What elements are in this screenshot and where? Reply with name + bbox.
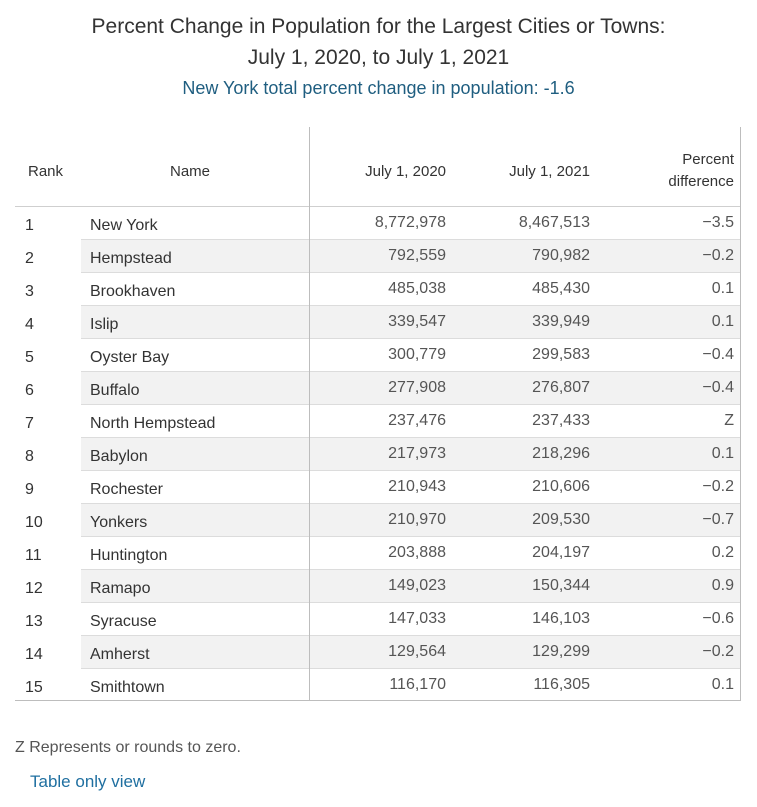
cell-rank: 2 <box>25 250 34 267</box>
cell-percent-difference: −3.5 <box>702 214 734 231</box>
cell-name: North Hempstead <box>90 415 216 432</box>
cell-july-2021: 116,305 <box>533 676 590 693</box>
cell-rank: 7 <box>25 415 34 432</box>
table-row <box>15 273 741 306</box>
cell-rank: 8 <box>25 448 34 465</box>
cell-name: Hempstead <box>90 250 172 267</box>
cell-name: New York <box>90 217 158 234</box>
cell-rank: 9 <box>25 481 34 498</box>
table-row <box>15 570 741 603</box>
cell-percent-difference: 0.2 <box>711 544 734 561</box>
cell-percent-difference: −0.2 <box>702 643 734 660</box>
chart-title-line-2: July 1, 2020, to July 1, 2021 <box>247 46 510 69</box>
cell-name: Brookhaven <box>90 283 176 300</box>
cell-name: Amherst <box>90 646 150 663</box>
cell-name: Huntington <box>90 547 168 564</box>
row-shading-values <box>310 537 740 570</box>
cell-rank: 3 <box>25 283 34 300</box>
row-shading-values <box>310 240 740 273</box>
cell-name: Babylon <box>90 448 148 465</box>
row-shading-values <box>310 504 740 537</box>
cell-july-2020: 149,023 <box>388 577 446 594</box>
cell-percent-difference: 0.1 <box>711 445 734 462</box>
cell-name: Islip <box>90 316 119 333</box>
cell-rank: 11 <box>25 547 42 564</box>
table-row <box>15 339 741 372</box>
cell-percent-difference: −0.4 <box>702 379 734 396</box>
cell-name: Smithtown <box>90 679 165 696</box>
cell-percent-difference: −0.2 <box>702 247 734 264</box>
column-header-july-2021[interactable]: July 1, 2021 <box>509 163 590 180</box>
column-divider-values <box>309 127 310 701</box>
cell-july-2020: 8,772,978 <box>374 214 446 231</box>
cell-name: Buffalo <box>90 382 140 399</box>
cell-percent-difference: 0.1 <box>711 313 734 330</box>
row-shading-values <box>310 636 740 669</box>
cell-rank: 15 <box>25 679 43 696</box>
cell-july-2021: 299,583 <box>532 346 590 363</box>
row-shading-values <box>310 405 740 438</box>
cell-percent-difference: −0.4 <box>702 346 734 363</box>
cell-july-2020: 210,943 <box>388 478 446 495</box>
cell-july-2021: 8,467,513 <box>518 214 590 231</box>
cell-july-2020: 300,779 <box>388 346 446 363</box>
cell-rank: 6 <box>25 382 34 399</box>
footnote: Z Represents or rounds to zero. <box>15 739 241 756</box>
column-header-percent-line: Percent <box>682 151 734 168</box>
cell-july-2020: 147,033 <box>388 610 446 627</box>
cell-name: Oyster Bay <box>90 349 170 366</box>
cell-name: Yonkers <box>90 514 148 531</box>
table-row <box>15 669 741 702</box>
table-row <box>15 372 741 405</box>
cell-july-2021: 339,949 <box>532 313 590 330</box>
cell-july-2020: 116,170 <box>389 676 446 693</box>
cell-july-2021: 129,299 <box>532 643 590 660</box>
cell-july-2021: 237,433 <box>532 412 590 429</box>
cell-percent-difference: −0.6 <box>702 610 734 627</box>
chart-subtitle: New York total percent change in population: -1.6 <box>182 78 575 98</box>
table-row <box>15 306 741 339</box>
table-row <box>15 471 741 504</box>
cell-percent-difference: −0.7 <box>702 511 734 528</box>
cell-rank: 4 <box>25 316 34 333</box>
table-bottom-border <box>15 700 741 701</box>
cell-july-2021: 790,982 <box>532 247 590 264</box>
table-row <box>15 636 741 669</box>
row-shading-values <box>310 306 740 339</box>
population-table <box>15 127 741 701</box>
table-right-border <box>740 127 741 701</box>
cell-july-2020: 339,547 <box>388 313 446 330</box>
column-header-july-2020[interactable]: July 1, 2020 <box>365 163 446 180</box>
cell-rank: 5 <box>25 349 34 366</box>
cell-name: Syracuse <box>90 613 157 630</box>
column-header-name[interactable]: Name <box>170 163 211 180</box>
column-header-difference-line: difference <box>668 173 734 190</box>
column-header-rank[interactable]: Rank <box>28 163 64 180</box>
row-shading-values <box>310 603 740 636</box>
row-shading-values <box>310 273 740 306</box>
table-only-view-link[interactable]: Table only view <box>30 772 146 791</box>
cell-july-2020: 237,476 <box>388 412 446 429</box>
cell-name: Ramapo <box>90 580 151 597</box>
table-row <box>15 405 741 438</box>
cell-july-2020: 217,973 <box>388 445 446 462</box>
cell-rank: 12 <box>25 580 43 597</box>
cell-july-2020: 129,564 <box>388 643 446 660</box>
column-header-percent-difference[interactable] <box>614 149 734 193</box>
cell-july-2021: 209,530 <box>532 511 590 528</box>
table-row <box>15 537 741 570</box>
row-shading-values <box>310 339 740 372</box>
row-shading-values <box>310 669 740 702</box>
cell-july-2020: 277,908 <box>388 379 446 396</box>
table-row <box>15 207 741 240</box>
cell-july-2020: 485,038 <box>388 280 446 297</box>
table-row <box>15 504 741 537</box>
cell-rank: 1 <box>25 217 34 234</box>
cell-percent-difference: 0.1 <box>711 280 734 297</box>
cell-july-2021: 485,430 <box>532 280 590 297</box>
cell-percent-difference: −0.2 <box>702 478 734 495</box>
cell-rank: 10 <box>25 514 43 531</box>
cell-july-2021: 218,296 <box>532 445 590 462</box>
cell-percent-difference: Z <box>724 412 734 429</box>
cell-july-2021: 150,344 <box>532 577 590 594</box>
cell-rank: 13 <box>25 613 43 630</box>
cell-name: Rochester <box>90 481 163 498</box>
row-shading-values <box>310 438 740 471</box>
cell-percent-difference: 0.9 <box>711 577 734 594</box>
cell-rank: 14 <box>25 646 43 663</box>
row-shading-values <box>310 471 740 504</box>
chart-title-line-1: Percent Change in Population for the Largest Cities or Towns: <box>91 15 666 38</box>
cell-july-2020: 792,559 <box>388 247 446 264</box>
table-row <box>15 240 741 273</box>
cell-july-2020: 210,970 <box>388 511 446 528</box>
row-shading-values <box>310 570 740 603</box>
cell-july-2021: 276,807 <box>532 379 590 396</box>
cell-july-2020: 203,888 <box>388 544 446 561</box>
table-row <box>15 438 741 471</box>
cell-percent-difference: 0.1 <box>711 676 734 693</box>
cell-july-2021: 210,606 <box>532 478 590 495</box>
table-row <box>15 603 741 636</box>
cell-july-2021: 146,103 <box>532 610 590 627</box>
cell-july-2021: 204,197 <box>532 544 590 561</box>
row-shading-values <box>310 372 740 405</box>
